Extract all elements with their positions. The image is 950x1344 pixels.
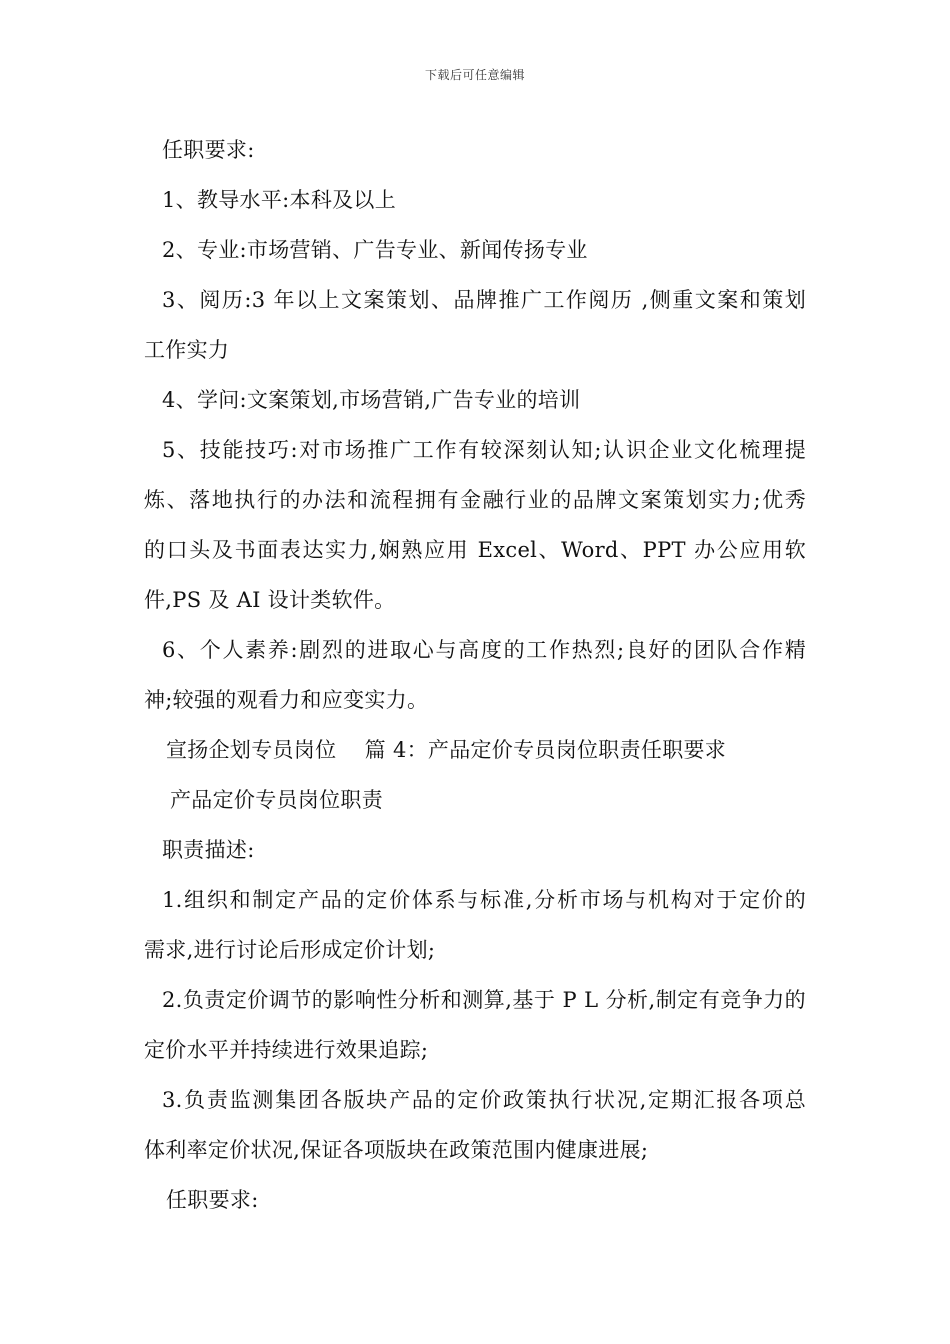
requirement-item-continued: 神;较强的观看力和应变实力。 <box>144 688 429 712</box>
duty-item-continued: 体利率定价状况,保证各项版块在政策范围内健康进展; <box>144 1138 649 1162</box>
duty-item: 1.组织和制定产品的定价体系与标准,分析市场与机构对于定价的 <box>162 888 806 912</box>
section-heading-requirements: 任职要求: <box>166 1188 259 1212</box>
requirement-item: 2、专业:市场营销、广告专业、新闻传扬专业 <box>162 238 588 262</box>
duty-item: 2.负责定价调节的影响性分析和测算,基于 P L 分析,制定有竞争力的 <box>162 988 806 1012</box>
section-heading-requirements: 任职要求: <box>162 138 255 162</box>
requirement-item: 1、教导水平:本科及以上 <box>162 188 397 212</box>
requirement-item: 4、学问:文案策划,市场营销,广告专业的培训 <box>162 388 581 412</box>
requirement-item: 5、技能技巧:对市场推广工作有较深刻认知;认识企业文化梳理提 <box>162 438 806 462</box>
requirement-item: 3、阅历:3 年以上文案策划、品牌推广工作阅历 ,侧重文案和策划 <box>162 288 806 312</box>
requirement-item-continued: 的口头及书面表达实力,娴熟应用 Excel、Word、PPT 办公应用软 <box>144 538 806 562</box>
duty-item-continued: 定价水平并持续进行效果追踪; <box>144 1038 429 1062</box>
page-header: 下载后可任意编辑 <box>424 68 525 82</box>
requirement-item-continued: 炼、落地执行的办法和流程拥有金融行业的品牌文案策划实力;优秀 <box>144 488 806 512</box>
duty-item-continued: 需求,进行讨论后形成定价计划; <box>144 938 436 962</box>
section-title: 宣扬企划专员岗位 篇 4：产品定价专员岗位职责任职要求 <box>166 738 727 762</box>
requirement-item: 6、个人素养:剧烈的进取心与高度的工作热烈;良好的团队合作精 <box>162 638 806 662</box>
requirement-item-continued: 工作实力 <box>144 338 230 362</box>
section-heading-duties: 职责描述: <box>162 838 255 862</box>
duty-item: 3.负责监测集团各版块产品的定价政策执行状况,定期汇报各项总 <box>162 1088 806 1112</box>
job-title-heading: 产品定价专员岗位职责 <box>170 788 383 812</box>
requirement-item-continued: 件,PS 及 AI 设计类软件。 <box>144 588 396 612</box>
